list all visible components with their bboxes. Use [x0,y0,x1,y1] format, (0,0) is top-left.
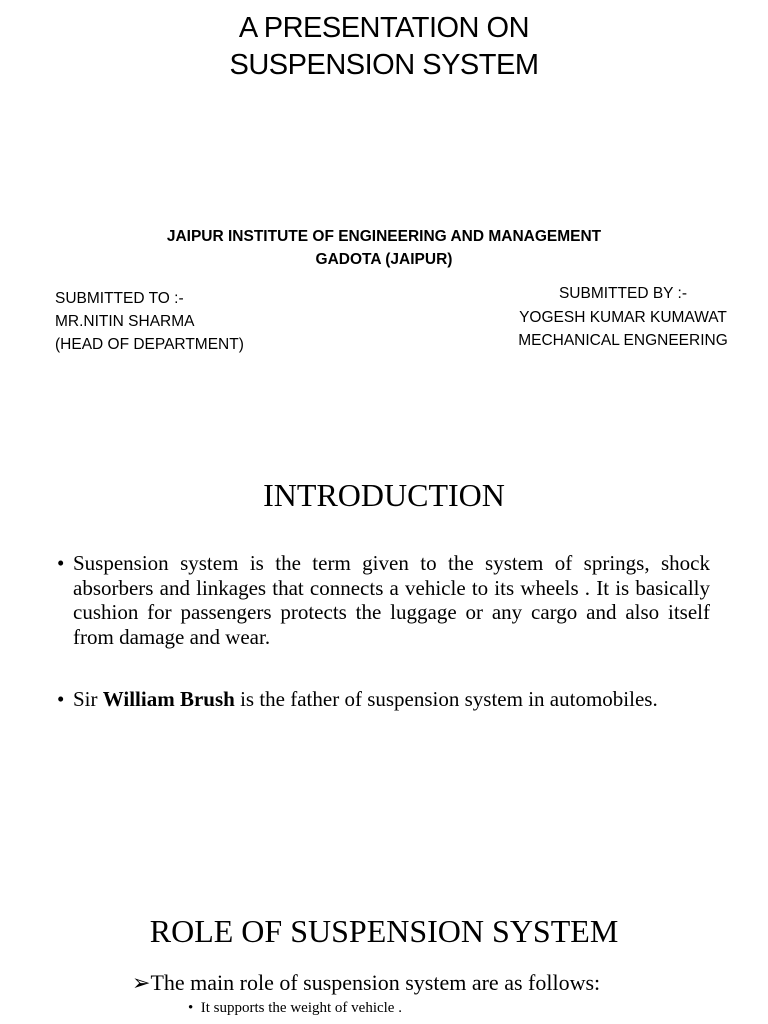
intro-bullet-2-text [73,687,737,712]
submitted-by-label: SUBMITTED BY :- [558,285,688,302]
introduction-heading: INTRODUCTION [263,477,505,513]
title-slide [0,0,768,430]
intro-bullet-2 [57,687,737,712]
submitted-by-block [500,282,746,353]
arrow-icon: ➢ [132,970,151,995]
intro-bullet-1-text: Suspension system is the term given to the system of springs, shock absorbers and linkages that connects a vehicle to its wheels . It is basically cushion for passengers protects the luggage or any cargo and also itself from damage and wear. [73,551,710,649]
intro-bullet-2-prefix: Sir [73,687,103,711]
intro-bullet-2-suffix: is the father of suspension system in automobiles. [234,687,658,711]
submitted-to-name: MR.NITIN SHARMA [55,313,195,330]
role-main-point-text: The main role of suspension system are as follows: [150,970,601,995]
submitted-to-role: (HEAD OF DEPARTMENT) [55,336,244,353]
title-line-1: A PRESENTATION ON [238,12,530,44]
intro-bullet-1 [57,551,710,649]
role-sub-point-1 [188,1000,402,1017]
role-sub-point-1-text: It supports the weight of vehicle . [200,1000,402,1016]
institute-location: GADOTA (JAIPUR) [315,251,453,268]
bullet-dot: • [57,687,65,711]
submitted-to-label: SUBMITTED TO :- [55,290,184,307]
submitted-by-dept: MECHANICAL ENGNEERING [518,332,728,349]
title-line-2: SUSPENSION SYSTEM [229,49,539,81]
sub-bullet-dot: • [188,1000,194,1016]
submitted-by-name: YOGESH KUMAR KUMAWAT [519,308,727,326]
role-heading: ROLE OF SUSPENSION SYSTEM [149,913,619,949]
submitted-to-block [55,287,244,356]
bullet-dot: • [57,551,65,575]
father-name: William Brush [102,687,235,711]
role-main-point [132,970,600,996]
institute-name: JAIPUR INSTITUTE OF ENGINEERING AND MANAGEMENT [166,228,602,245]
